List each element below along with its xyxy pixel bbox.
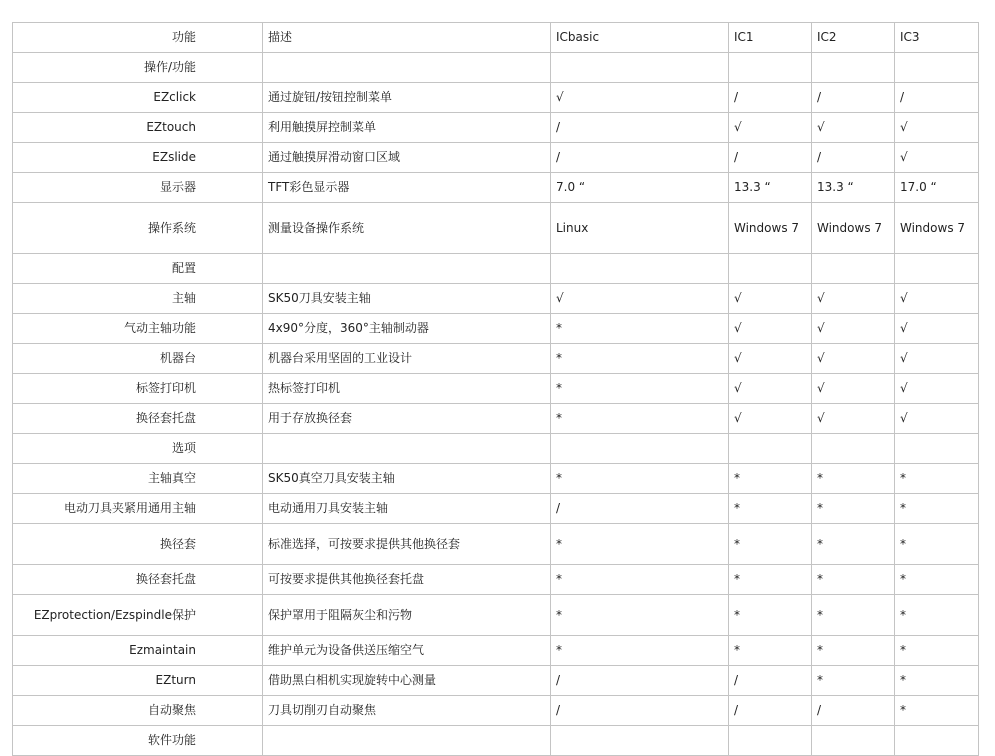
cell-function: 选项 <box>13 434 263 464</box>
cell-icbasic: / <box>551 696 729 726</box>
cell-ic3: 17.0 “ <box>895 173 979 203</box>
cell-ic3: √ <box>895 374 979 404</box>
cell-ic3: √ <box>895 113 979 143</box>
table-row <box>13 203 979 254</box>
cell-ic3: * <box>895 636 979 666</box>
header-ic3: IC3 <box>895 23 979 53</box>
table-row <box>13 254 979 284</box>
cell-ic1 <box>729 726 812 756</box>
cell-ic1: √ <box>729 113 812 143</box>
cell-description: SK50刀具安装主轴 <box>263 284 551 314</box>
cell-icbasic: * <box>551 404 729 434</box>
cell-icbasic: / <box>551 143 729 173</box>
cell-description: 保护罩用于阻隔灰尘和污物 <box>263 595 551 636</box>
cell-description <box>263 254 551 284</box>
cell-ic2: * <box>812 636 895 666</box>
cell-ic1: √ <box>729 404 812 434</box>
table-row <box>13 53 979 83</box>
table-row <box>13 404 979 434</box>
table-row <box>13 374 979 404</box>
cell-ic1: * <box>729 524 812 565</box>
cell-icbasic: / <box>551 494 729 524</box>
cell-ic3: √ <box>895 284 979 314</box>
cell-ic2: * <box>812 494 895 524</box>
table-row <box>13 726 979 756</box>
header-ic2: IC2 <box>812 23 895 53</box>
cell-description: 利用触摸屏控制菜单 <box>263 113 551 143</box>
cell-function: 电动刀具夹紧用通用主轴 <box>13 494 263 524</box>
cell-description: TFT彩色显示器 <box>263 173 551 203</box>
cell-ic2: √ <box>812 314 895 344</box>
cell-icbasic <box>551 254 729 284</box>
cell-ic3: * <box>895 696 979 726</box>
cell-icbasic: * <box>551 636 729 666</box>
table-row <box>13 595 979 636</box>
cell-ic1: Windows 7 <box>729 203 812 254</box>
table-row <box>13 83 979 113</box>
cell-ic2: * <box>812 666 895 696</box>
cell-ic2: √ <box>812 344 895 374</box>
header-description: 描述 <box>263 23 551 53</box>
cell-function: 显示器 <box>13 173 263 203</box>
table-row <box>13 284 979 314</box>
table-row <box>13 113 979 143</box>
table-row <box>13 494 979 524</box>
cell-ic1: * <box>729 595 812 636</box>
table-row <box>13 666 979 696</box>
cell-function: EZtouch <box>13 113 263 143</box>
cell-description: 4x90°分度，360°主轴制动器 <box>263 314 551 344</box>
cell-description: 通过旋钮/按钮控制菜单 <box>263 83 551 113</box>
cell-ic2: √ <box>812 284 895 314</box>
cell-function: 配置 <box>13 254 263 284</box>
cell-ic3: √ <box>895 344 979 374</box>
cell-function: 主轴 <box>13 284 263 314</box>
cell-ic1: * <box>729 464 812 494</box>
cell-icbasic: Linux <box>551 203 729 254</box>
table-row <box>13 143 979 173</box>
cell-function: 自动聚焦 <box>13 696 263 726</box>
cell-ic2: * <box>812 524 895 565</box>
cell-icbasic <box>551 53 729 83</box>
table-row <box>13 434 979 464</box>
cell-icbasic: * <box>551 374 729 404</box>
cell-ic1: * <box>729 494 812 524</box>
cell-ic2: √ <box>812 404 895 434</box>
cell-function: 软件功能 <box>13 726 263 756</box>
cell-icbasic: * <box>551 344 729 374</box>
cell-description <box>263 726 551 756</box>
cell-description: 热标签打印机 <box>263 374 551 404</box>
cell-function: 主轴真空 <box>13 464 263 494</box>
table-row <box>13 173 979 203</box>
cell-description: 用于存放换径套 <box>263 404 551 434</box>
header-function: 功能 <box>13 23 263 53</box>
cell-function: 机器台 <box>13 344 263 374</box>
spec-table-body <box>13 23 979 756</box>
cell-description: 维护单元为设备供送压缩空气 <box>263 636 551 666</box>
table-row <box>13 524 979 565</box>
cell-icbasic: √ <box>551 83 729 113</box>
cell-description <box>263 434 551 464</box>
cell-function: EZprotection/Ezspindle保护 <box>13 595 263 636</box>
cell-ic2: √ <box>812 113 895 143</box>
cell-description: 测量设备操作系统 <box>263 203 551 254</box>
cell-ic1: * <box>729 565 812 595</box>
header-ic1: IC1 <box>729 23 812 53</box>
cell-ic3: * <box>895 666 979 696</box>
cell-ic3: * <box>895 494 979 524</box>
cell-icbasic: * <box>551 314 729 344</box>
cell-ic2 <box>812 726 895 756</box>
table-row <box>13 314 979 344</box>
cell-function: 气动主轴功能 <box>13 314 263 344</box>
cell-function: EZslide <box>13 143 263 173</box>
cell-ic3: √ <box>895 404 979 434</box>
cell-ic3: * <box>895 464 979 494</box>
cell-ic2: / <box>812 143 895 173</box>
cell-description: 刀具切削刃自动聚焦 <box>263 696 551 726</box>
cell-icbasic: / <box>551 666 729 696</box>
cell-function: 换径套托盘 <box>13 404 263 434</box>
table-row <box>13 636 979 666</box>
cell-ic2: * <box>812 464 895 494</box>
cell-ic2: * <box>812 565 895 595</box>
cell-ic1: √ <box>729 314 812 344</box>
cell-ic2: √ <box>812 374 895 404</box>
cell-function: EZclick <box>13 83 263 113</box>
cell-icbasic: √ <box>551 284 729 314</box>
cell-ic1 <box>729 434 812 464</box>
cell-ic1: √ <box>729 284 812 314</box>
cell-ic3: / <box>895 83 979 113</box>
cell-function: 换径套 <box>13 524 263 565</box>
cell-description: SK50真空刀具安装主轴 <box>263 464 551 494</box>
cell-ic2: / <box>812 696 895 726</box>
cell-ic1: 13.3 “ <box>729 173 812 203</box>
cell-icbasic: * <box>551 595 729 636</box>
cell-ic3 <box>895 254 979 284</box>
cell-ic3: * <box>895 565 979 595</box>
cell-icbasic: / <box>551 113 729 143</box>
cell-description: 可按要求提供其他换径套托盘 <box>263 565 551 595</box>
cell-icbasic: * <box>551 464 729 494</box>
cell-function: 操作/功能 <box>13 53 263 83</box>
header-icbasic: ICbasic <box>551 23 729 53</box>
cell-ic2 <box>812 434 895 464</box>
cell-icbasic <box>551 434 729 464</box>
cell-ic1: √ <box>729 374 812 404</box>
cell-ic3 <box>895 434 979 464</box>
cell-ic2: * <box>812 595 895 636</box>
cell-icbasic: 7.0 “ <box>551 173 729 203</box>
cell-ic1: √ <box>729 344 812 374</box>
cell-ic3: * <box>895 524 979 565</box>
cell-function: EZturn <box>13 666 263 696</box>
cell-function: 换径套托盘 <box>13 565 263 595</box>
cell-ic3 <box>895 726 979 756</box>
cell-ic1 <box>729 53 812 83</box>
cell-function: 标签打印机 <box>13 374 263 404</box>
cell-description: 借助黑白相机实现旋转中心测量 <box>263 666 551 696</box>
cell-ic3: √ <box>895 314 979 344</box>
cell-ic3 <box>895 53 979 83</box>
cell-ic3: √ <box>895 143 979 173</box>
cell-function: 操作系统 <box>13 203 263 254</box>
cell-ic3: Windows 7 <box>895 203 979 254</box>
cell-ic1: / <box>729 666 812 696</box>
cell-icbasic: * <box>551 524 729 565</box>
cell-icbasic: * <box>551 565 729 595</box>
cell-ic2: 13.3 “ <box>812 173 895 203</box>
spec-table <box>12 22 979 756</box>
cell-description: 机器台采用坚固的工业设计 <box>263 344 551 374</box>
cell-ic1: / <box>729 83 812 113</box>
table-row <box>13 696 979 726</box>
cell-description: 标准选择，可按要求提供其他换径套 <box>263 524 551 565</box>
cell-icbasic <box>551 726 729 756</box>
cell-ic2: Windows 7 <box>812 203 895 254</box>
cell-ic2: / <box>812 83 895 113</box>
cell-ic1: * <box>729 636 812 666</box>
cell-description: 电动通用刀具安装主轴 <box>263 494 551 524</box>
cell-ic2 <box>812 53 895 83</box>
cell-ic2 <box>812 254 895 284</box>
cell-ic1: / <box>729 143 812 173</box>
cell-function: Ezmaintain <box>13 636 263 666</box>
cell-ic1: / <box>729 696 812 726</box>
cell-description: 通过触摸屏滑动窗口区域 <box>263 143 551 173</box>
cell-ic1 <box>729 254 812 284</box>
table-row <box>13 565 979 595</box>
table-row <box>13 464 979 494</box>
cell-description <box>263 53 551 83</box>
table-row <box>13 344 979 374</box>
cell-ic3: * <box>895 595 979 636</box>
table-header-row <box>13 23 979 53</box>
